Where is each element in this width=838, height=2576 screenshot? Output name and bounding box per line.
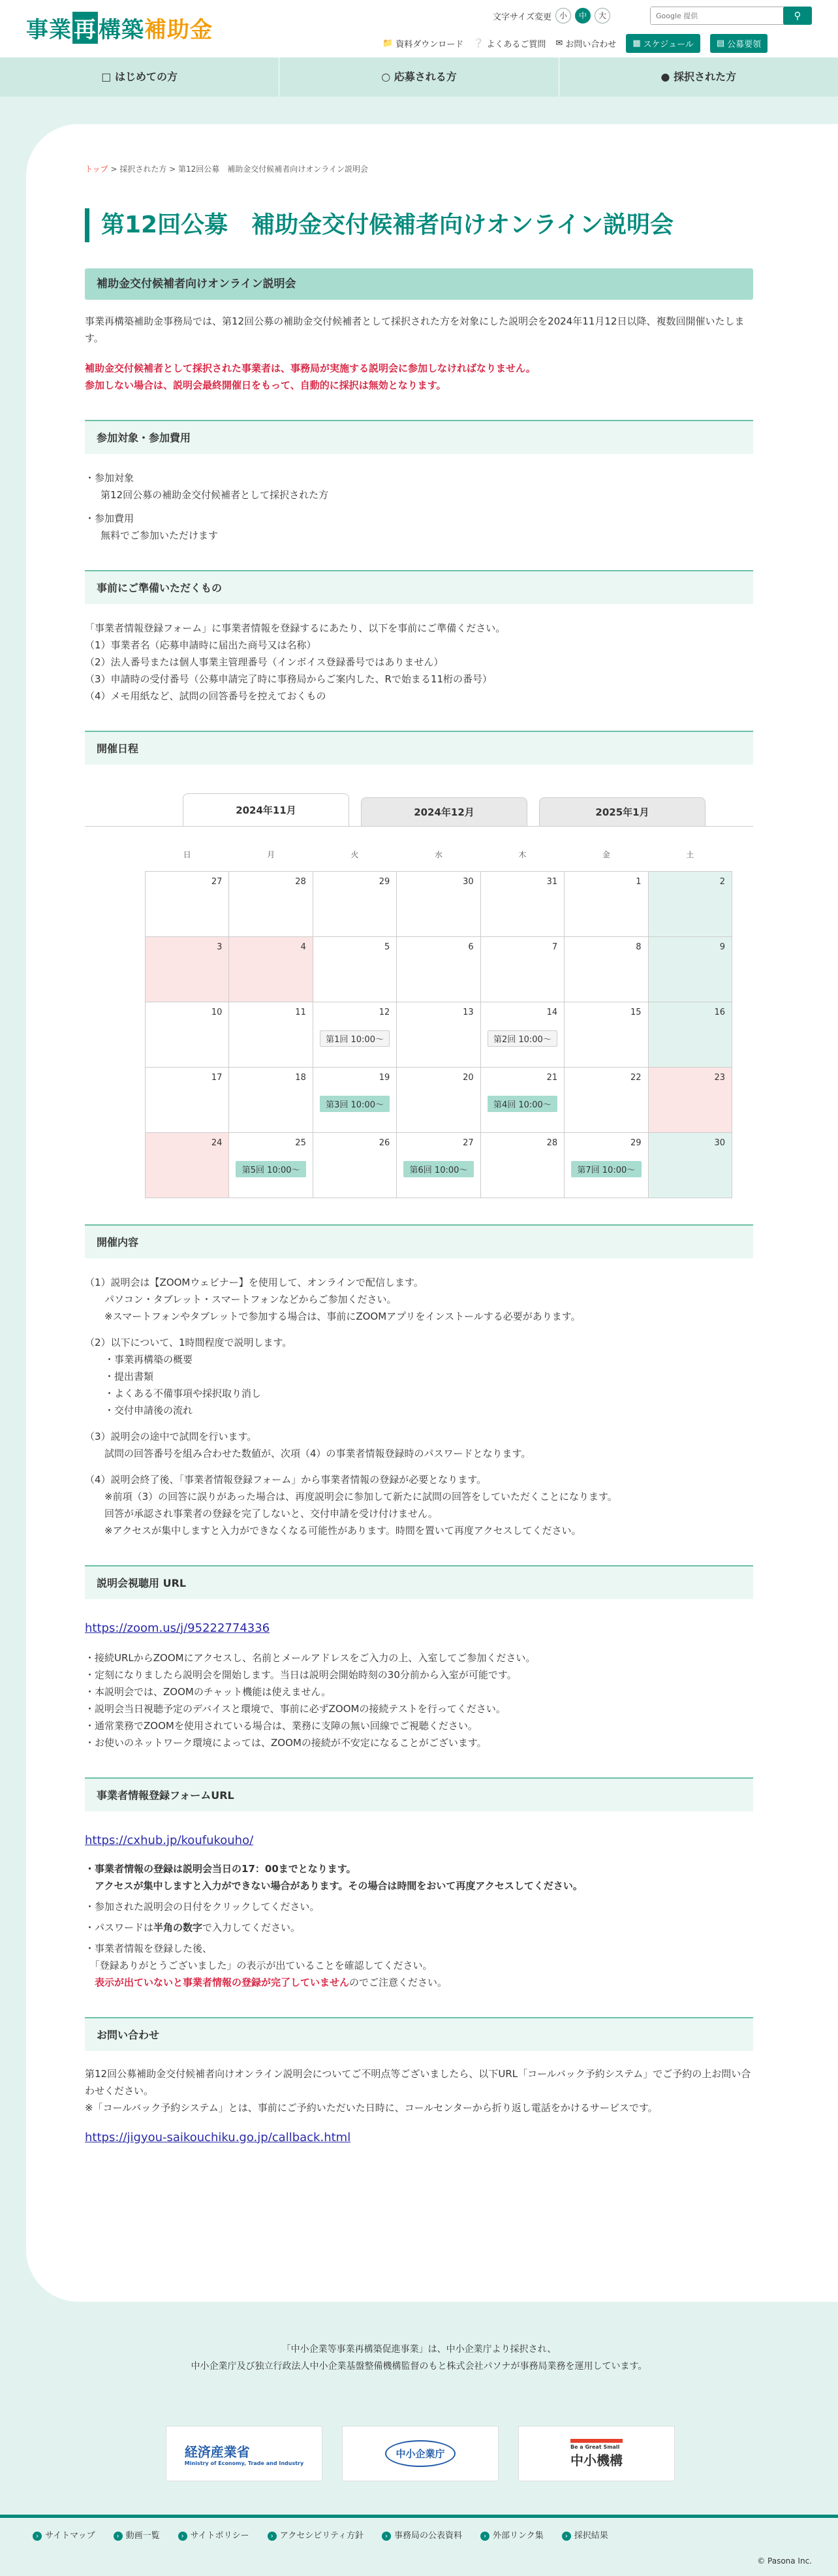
prep-item: （4）メモ用紙など、試問の回答番号を控えておくもの [85, 690, 326, 702]
smrj-logo[interactable]: Be a Great Small 中小機構 [518, 2426, 675, 2481]
register-note: アクセスが集中しますと入力ができない場合があります。その場合は時間をおいて再度アクセスしてください。 [85, 1879, 583, 1892]
font-mid-button[interactable]: 中 [575, 8, 591, 24]
prep-item: （2）法人番号または個人事業主管理番号（インボイス登録番号ではありません） [85, 656, 444, 668]
main-content [26, 124, 838, 2302]
register-note: 表示が出ていないと事業者情報の登録が完了していませんのでご注意ください。 [85, 1976, 448, 1988]
eligibility-label: ・参加対象 [85, 472, 134, 484]
sme-agency-logo[interactable]: 中小企業庁 [342, 2426, 499, 2481]
calendar-day: 27 第6回 10:00～ [397, 1132, 480, 1198]
intro-text: 事業再構築補助金事務局では、第12回公募の補助金交付候補者として採択された方を対象にした説明会を2024年11月12日以降、複数回開催いたします。 [85, 315, 745, 344]
fee-label: ・参加費用 [85, 513, 134, 524]
session-chip[interactable]: 第2回 10:00～ [488, 1030, 557, 1047]
meti-logo[interactable]: 経済産業省 Ministry of Economy, Trade and Industry [166, 2426, 322, 2481]
content-line: ※前項（3）の回答に誤りがあった場合は、再度説明会に参加して新たに試問の回答をしていただくことになります。 [85, 1490, 617, 1503]
folder-icon: 📁 [382, 39, 394, 48]
section-zoom-url: 説明会視聴用 URL [85, 1565, 753, 1599]
list-item: ・説明会当日視聴予定のデバイスと環境で、事前に必ずZOOMの接続テストを行ってください。 [85, 1702, 506, 1715]
session-chip[interactable]: 第6回 10:00～ [403, 1161, 473, 1177]
register-note: 「登録ありがとうございました」の表示が出ていることを確認してください。 [85, 1959, 433, 1971]
calendar-day: 26 [313, 1132, 396, 1198]
calendar-day: 9 [648, 936, 732, 1002]
footer-logos [166, 2426, 675, 2481]
section-content: 開催内容 [85, 1224, 753, 1258]
content-line [85, 1462, 753, 1471]
list-item: ・定刻になりましたら説明会を開始します。当日は説明会開始時刻の30分前から入室が可能です。 [85, 1668, 517, 1681]
register-link[interactable]: https://cxhub.jp/koufukouho/ [85, 1833, 254, 1847]
contact-text: 第12回公募補助金交付候補者向けオンライン説明会についてご不明点等ございましたら、以下URL「コールバック予約システム」でご予約の上お問い合わせください。 [85, 2067, 751, 2097]
content-list [85, 1274, 753, 1539]
nav-beginners[interactable]: □ はじめての方 [0, 57, 279, 97]
content-line: （2）以下について、1時間程度で説明します。 [85, 1336, 292, 1348]
docs-link[interactable]: 📁 資料ダウンロード [382, 39, 464, 50]
section-contact: お問い合わせ [85, 2017, 753, 2051]
footer-link[interactable]: › アクセシビリティ方針 [268, 2528, 364, 2541]
calendar-day: 30 [397, 871, 480, 936]
content-line: ・提出書類 [85, 1370, 154, 1382]
book-icon: □ [101, 71, 112, 83]
fee-value: 無料でご参加いただけます [101, 530, 219, 541]
calendar-day: 5 [313, 936, 396, 1002]
search-box [650, 7, 812, 25]
weekday-header: 金 [602, 850, 610, 860]
calendar-day: 30 [648, 1132, 732, 1198]
calendar-day: 18 [229, 1067, 313, 1132]
content-line: 試問の回答番号を組み合わせた数値が、次項（4）の事業者情報登録時のパスワードとなります。 [85, 1447, 531, 1459]
footer-line: 「中小企業等事業再構築促進事業」は、中小企業庁より採択され、 [281, 2344, 557, 2355]
calendar-day: 25 第5回 10:00～ [229, 1132, 313, 1198]
schedule-calendar [145, 838, 732, 1198]
calendar-day: 8 [565, 936, 648, 1002]
content-line: パソコン・タブレット・スマートフォンなどからご参加ください。 [85, 1293, 397, 1305]
list-item: ・本説明会では、ZOOMのチャット機能は使えません。 [85, 1685, 332, 1698]
calendar-day: 17 [146, 1067, 229, 1132]
guide-button[interactable]: ▤ 公募要領 [710, 34, 768, 53]
register-note: ・事業者情報の登録は説明会当日の17：00までとなります。 [85, 1862, 356, 1875]
nav-adopted[interactable]: ● 採択された方 [660, 71, 737, 83]
calendar-day: 10 [146, 1002, 229, 1067]
nav-applicants[interactable]: ○ 応募される方 [279, 57, 559, 97]
session-chip[interactable]: 第3回 10:00～ [320, 1096, 390, 1112]
weekday-header: 火 [350, 850, 359, 860]
callback-link[interactable]: https://jigyou-saikouchiku.go.jp/callback.html [85, 2130, 351, 2144]
session-chip[interactable]: 第1回 10:00～ [320, 1030, 390, 1047]
site-header [0, 0, 838, 57]
calendar-day: 13 [397, 1002, 480, 1067]
warning-1: 補助金交付候補者として採択された事業者は、事務局が実施する説明会に参加しなければなりません。 [85, 362, 536, 374]
content-line [85, 1419, 753, 1428]
breadcrumb-top[interactable]: トップ [85, 165, 108, 174]
calendar-day: 16 [648, 1002, 732, 1067]
list-item: ・通常業務でZOOMを使用されている場合は、業務に支障の無い回線でご視聴ください。 [85, 1719, 478, 1732]
register-note: ・参加された説明会の日付をクリックしてください。 [85, 1900, 320, 1913]
footer-link[interactable]: › 採択結果 [562, 2528, 608, 2541]
calendar-day: 19 第3回 10:00～ [313, 1067, 396, 1132]
breadcrumb-current: 第12回公募 補助金交付候補者向けオンライン説明会 [178, 165, 368, 174]
mail-icon: ✉ [555, 39, 563, 48]
session-chip[interactable]: 第4回 10:00～ [488, 1096, 557, 1112]
content-line [85, 1325, 753, 1334]
section-prep: 事前にご準備いただくもの [85, 570, 753, 604]
content-line: 回答が承認され事業者の登録を完了しないと、交付申請を受け付けません。 [85, 1507, 438, 1519]
font-size-label: 文字サイズ変更 [493, 12, 551, 22]
prep-item: （3）申請時の受付番号（公募申請完了時に事務局からご案内した、Rで始まる11桁の番号） [85, 673, 493, 685]
calendar-day: 7 [480, 936, 564, 1002]
section-schedule: 開催日程 [85, 731, 753, 765]
eligibility-value: 第12回公募の補助金交付候補者として採択された方 [101, 489, 329, 501]
footer-text [0, 2341, 838, 2375]
content-line: ・よくある不備事項や採択取り消し [85, 1387, 262, 1399]
tab-2025-01[interactable]: 2025年1月 [539, 797, 706, 826]
prep-item: （1）事業者名（応募申請時に届出た商号又は名称） [85, 639, 317, 651]
calendar-day: 14 第2回 10:00～ [480, 1002, 564, 1067]
calendar-day: 29 [313, 871, 396, 936]
zoom-link[interactable]: https://zoom.us/j/95222774336 [85, 1621, 270, 1635]
warning-2: 参加しない場合は、説明会最終開催日をもって、自動的に採択は無効となります。 [85, 379, 446, 391]
section-register-url: 事業者情報登録フォームURL [85, 1777, 753, 1811]
calendar-day: 23 [648, 1067, 732, 1132]
footer-link[interactable]: › 外部リンク集 [480, 2528, 544, 2541]
calendar-day: 12 第1回 10:00～ [313, 1002, 396, 1067]
calendar-day: 27 [146, 871, 229, 936]
footer-link[interactable]: › 動画一覧 [114, 2528, 160, 2541]
calendar-day: 28 [229, 871, 313, 936]
calendar-day: 3 [146, 936, 229, 1002]
site-logo[interactable]: 事業再構築補助金 [26, 12, 213, 44]
copyright: © Pasona Inc. [757, 2556, 812, 2566]
person-icon: ● [660, 71, 670, 83]
calendar-day: 4 [229, 936, 313, 1002]
tab-2024-12[interactable]: 2024年12月 [361, 797, 527, 826]
calendar-day: 29 第7回 10:00～ [565, 1132, 648, 1198]
content-line: （4）説明会終了後、「事業者情報登録フォーム」から事業者情報の登録が必要となります。 [85, 1473, 487, 1486]
calendar-day: 20 [397, 1067, 480, 1132]
section-eligibility: 参加対象・参加費用 [85, 420, 753, 454]
global-nav [0, 57, 838, 97]
prep-lead: 「事業者情報登録フォーム」に事業者情報を登録するにあたり、以下を事前にご準備ください。 [85, 622, 506, 634]
footer-line: 中小企業庁及び独立行政法人中小企業基盤整備機構監督のもと株式会社パソナが事務局業務を運用しています。 [191, 2361, 647, 2372]
calendar-day: 28 [480, 1132, 564, 1198]
weekday-header: 水 [434, 850, 442, 860]
footer-link[interactable]: › 事務局の公表資料 [382, 2528, 462, 2541]
font-size-control [493, 8, 610, 24]
calendar-day: 21 第4回 10:00～ [480, 1067, 564, 1132]
calendar-day: 6 [397, 936, 480, 1002]
calendar-day: 31 [480, 871, 564, 936]
search-button[interactable] [783, 7, 812, 25]
calendar-day: 11 [229, 1002, 313, 1067]
font-large-button[interactable]: 大 [595, 8, 610, 24]
section-bar: 補助金交付候補者向けオンライン説明会 [85, 268, 753, 300]
month-tabs [183, 797, 753, 826]
faq-link[interactable]: ❔ よくあるご質問 [473, 39, 546, 50]
calendar-day: 24 [146, 1132, 229, 1198]
weekday-header: 木 [518, 850, 527, 860]
breadcrumb: トップ > 採択された方 > 第12回公募 補助金交付候補者向けオンライン説明会 [85, 165, 368, 174]
register-note: ・パスワードは半角の数字で入力してください。 [85, 1921, 301, 1933]
footer-link[interactable]: › サイトポリシー [178, 2528, 249, 2541]
content-line: ※スマートフォンやタブレットで参加する場合は、事前にZOOMアプリをインストールする必要があります。 [85, 1310, 581, 1322]
calendar-day: 15 [565, 1002, 648, 1067]
list-item: ・接続URLからZOOMにアクセスし、名前とメールアドレスをご入力の上、入室してご参加ください。 [85, 1651, 536, 1664]
weekday-header: 日 [183, 850, 191, 860]
tab-2024-11[interactable]: 2024年11月 [183, 793, 349, 826]
question-icon: ❔ [473, 39, 484, 48]
page-title: 第12回公募 補助金交付候補者向けオンライン説明会 [85, 208, 753, 242]
content-line: （1）説明会は【ZOOMウェビナー】を使用して、オンラインで配信します。 [85, 1276, 424, 1288]
content-line: ・事業再構築の概要 [85, 1353, 193, 1365]
list-item: ・お使いのネットワーク環境によっては、ZOOMの接続が不安定になることがございます。 [85, 1736, 487, 1749]
calendar-day: 22 [565, 1067, 648, 1132]
utility-links [382, 34, 768, 53]
calendar-icon: ▦ [632, 39, 641, 48]
document-icon: ▤ [716, 39, 725, 48]
search-input[interactable] [651, 7, 781, 24]
font-small-button[interactable]: 小 [555, 8, 571, 24]
breadcrumb-adopted[interactable]: 採択された方 [119, 165, 167, 174]
content-line: ・交付申請後の流れ [85, 1404, 193, 1416]
calendar-day: 2 [648, 871, 732, 936]
calendar-day: 1 [565, 871, 648, 936]
weekday-header: 土 [686, 850, 694, 860]
register-note: ・事業者情報を登録した後、 [85, 1942, 213, 1954]
weekday-header: 月 [267, 850, 275, 860]
zoom-notes [85, 1649, 753, 1751]
footer-link[interactable]: › サイトマップ [33, 2528, 95, 2541]
session-chip[interactable]: 第7回 10:00～ [571, 1161, 641, 1177]
content-line: ※アクセスが集中しますと入力ができなくなる可能性があります。時間を置いて再度アクセスしてください。 [85, 1524, 582, 1536]
schedule-button[interactable]: ▦ スケジュール [626, 34, 700, 53]
footer-links [33, 2528, 608, 2541]
search-icon: ⚲ [794, 10, 801, 22]
contact-link[interactable]: ✉ お問い合わせ [555, 39, 617, 50]
session-chip[interactable]: 第5回 10:00～ [236, 1161, 305, 1177]
contact-note: ※「コールバック予約システム」とは、事前にご予約いただいた日時に、コールセンターから折り返し電話をかけるサービスです。 [85, 2101, 658, 2114]
person-outline-icon: ○ [381, 71, 391, 83]
content-line: （3）説明会の途中で試問を行います。 [85, 1430, 257, 1442]
